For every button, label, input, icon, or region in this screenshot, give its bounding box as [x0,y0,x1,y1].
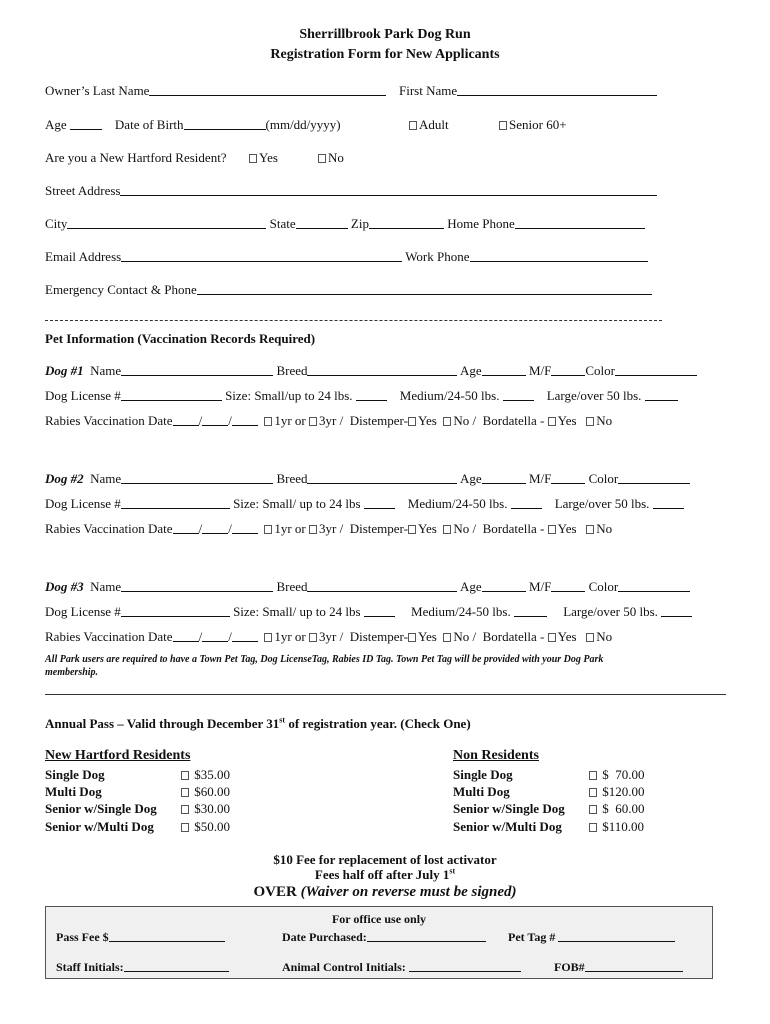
non-residents-row-2-checkbox[interactable] [589,805,597,814]
dog1-breed-label: Breed [276,363,308,378]
home-phone-label: Home Phone [447,216,515,231]
dog3-breed-field[interactable] [307,579,457,592]
dog2-label: Dog #2 [45,471,84,486]
dog3-3yr-checkbox[interactable] [309,633,317,642]
residents-row-3-label: Senior w/Multi Dog [45,819,154,834]
dog1-1yr-checkbox[interactable] [264,417,272,426]
dog3-small-field[interactable] [364,604,395,617]
dog1-distemper-no-checkbox[interactable] [443,417,451,426]
dog2-color-label: Color [588,471,619,486]
half-off-sup: st [449,866,456,876]
tag-notice [45,653,603,679]
dog3-rabies-dd[interactable] [202,629,228,642]
fob-field[interactable] [585,959,683,972]
non-residents-row-0-label: Single Dog [453,767,513,782]
animal-control-field[interactable] [409,959,521,972]
section-divider [45,320,662,321]
slash: / [339,521,344,536]
tag-notice-line1: All Park users are required to have a Town Pet Tag, Dog LicenseTag, Rabies ID Tag. Town Pet Tag will be provided with your Dog Park [45,654,604,665]
non-residents-row-3-price: $110.00 [602,819,645,834]
dog2-small-field[interactable] [364,496,395,509]
dog2-distemper-label: Distemper- [349,521,408,536]
residents-row-2-label: Senior w/Single Dog [45,801,157,816]
dog2-mf-label: M/F [528,471,552,486]
dog3-rabies-label: Rabies Vaccination Date [45,629,173,644]
dog2-breed-field[interactable] [307,471,457,484]
home-phone-field[interactable] [515,216,645,229]
owner-last-name-label: Owner’s Last Name [45,83,150,98]
non-residents-row-1-label: Multi Dog [453,784,510,799]
resident-no-checkbox[interactable] [318,154,326,163]
fob-label: FOB# [554,960,585,974]
adult-option [409,117,449,132]
non-residents-row-2-price: $ 60.00 [602,801,645,816]
dog1-medium-field[interactable] [503,388,534,401]
slash: / [228,629,232,644]
animal-control-label: Animal Control Initials: [282,960,406,974]
residents-row-1-label: Multi Dog [45,784,102,799]
dog3-bordatella-no-checkbox[interactable] [586,633,594,642]
city-field[interactable] [67,216,266,229]
age-label: Age [45,117,67,132]
resident-yes-checkbox[interactable] [249,154,257,163]
residents-title: New Hartford Residents [45,748,191,763]
dog3-size-label: Size: [233,604,260,619]
pass-fee-row [56,929,225,945]
city-row [45,216,645,231]
residents-row-2-price: $30.00 [194,801,230,816]
slash: / [228,521,232,536]
dog2-rabies-mm[interactable] [173,521,199,534]
dog3-label: Dog #3 [45,579,84,594]
dog3-1yr-checkbox[interactable] [264,633,272,642]
non-residents-row-3-label: Senior w/Multi Dog [453,819,562,834]
dog2-color-field[interactable] [618,471,690,484]
non-residents-row-3-checkbox[interactable] [589,823,597,832]
residents-row-3-option [181,819,230,834]
dog1-color-field[interactable] [615,363,697,376]
dog2-age-field[interactable] [482,471,526,484]
dog2-row3 [45,521,612,536]
dob-label: Date of Birth [114,117,184,132]
dog1-mf-label: M/F [528,363,552,378]
dog3-row3 [45,629,612,644]
dog2-row2 [45,496,684,511]
dog2-distemper-no-checkbox[interactable] [443,525,451,534]
yes-label: Yes [557,413,577,428]
yes-label: Yes [557,521,577,536]
dog3-rabies-yy[interactable] [232,629,258,642]
emergency-row [45,282,652,297]
office-use-box [45,906,713,979]
resident-no [318,150,344,165]
resident-yes [249,150,278,165]
no-label: No [596,521,613,536]
owner-last-name-row [45,83,386,98]
dog2-breed-label: Breed [276,471,308,486]
slash: / [472,521,477,536]
non-residents-row-2-label: Senior w/Single Dog [453,801,565,816]
dog1-3yr-checkbox[interactable] [309,417,317,426]
dog3-license-label: Dog License # [45,604,121,619]
pet-tag-field[interactable] [558,929,675,942]
dog1-row1 [45,363,697,378]
dog1-rabies-dd[interactable] [202,413,228,426]
non-residents-row-0-checkbox[interactable] [589,771,597,780]
resident-label: Are you a New Hartford Resident? [45,150,227,165]
senior-label: Senior 60+ [509,117,567,132]
dog3-small-label: Small/ up to 24 lbs [262,604,361,619]
tag-notice-line2: membership. [45,667,99,678]
pet-tag-row [508,929,675,945]
fob-row [554,959,683,975]
dog3-1yr-label: 1yr or [274,629,306,644]
residents-row-0-option [181,767,230,782]
dog1-color-label: Color [585,363,615,378]
dog3-name-label: Name [90,579,122,594]
section-rule [45,694,726,695]
dog1-license-label: Dog License # [45,388,121,403]
dog1-bordatella-no-checkbox[interactable] [586,417,594,426]
dog1-breed-field[interactable] [307,363,457,376]
city-label: City [45,216,68,231]
dog2-large-field[interactable] [653,496,684,509]
dog2-row1 [45,471,690,486]
residents-row-1-price: $60.00 [194,784,230,799]
state-field[interactable] [296,216,348,229]
dog1-1yr-label: 1yr or [274,413,306,428]
dog1-name-field[interactable] [121,363,273,376]
pet-tag-label: Pet Tag # [508,930,556,944]
dog3-name-field[interactable] [121,579,273,592]
slash: / [228,413,232,428]
adult-checkbox[interactable] [409,121,417,130]
over-note [0,884,770,901]
dog1-bordatella-label: Bordatella - [482,413,545,428]
annual-pass-heading-text: Annual Pass – Valid through December 31 [45,716,280,731]
dog1-large-field[interactable] [645,388,678,401]
first-name-label: First Name [399,83,458,98]
dob-format: (mm/dd/yyyy) [265,117,341,132]
dog2-medium-label: Medium/24-50 lbs. [407,496,508,511]
no-label: No [596,413,613,428]
annual-pass-heading-text2: of registration year. (Check One) [285,716,471,731]
work-phone-field[interactable] [470,249,648,262]
dog3-breed-label: Breed [276,579,308,594]
dog1-distemper-yes-checkbox[interactable] [408,417,416,426]
dog2-age-label: Age [460,471,482,486]
email-label: Email Address [45,249,122,264]
senior-option [499,117,567,132]
dog2-rabies-label: Rabies Vaccination Date [45,521,173,536]
dog2-rabies-yy[interactable] [232,521,258,534]
dog2-large-label: Large/over 50 lbs. [554,496,650,511]
form-subtitle: Registration Form for New Applicants [270,47,500,62]
non-residents-row-1-checkbox[interactable] [589,788,597,797]
resident-question [45,150,227,165]
dob-field[interactable] [184,117,266,130]
dog3-medium-label: Medium/24-50 lbs. [411,604,511,619]
dog2-small-label: Small/ up to 24 lbs [262,496,361,511]
dog3-row1 [45,579,690,594]
slash: / [198,521,203,536]
staff-initials-label: Staff Initials: [56,960,124,974]
senior-checkbox[interactable] [499,121,507,130]
dog3-medium-field[interactable] [514,604,547,617]
street-label: Street Address [45,183,121,198]
dog1-age-label: Age [460,363,482,378]
age-dob-row [45,117,341,132]
dog1-license-field[interactable] [121,388,222,401]
replacement-fee: $10 Fee for replacement of lost activator [273,852,497,867]
resident-yes-label: Yes [259,150,278,165]
residents-row-2-option [181,801,230,816]
emergency-field[interactable] [197,282,652,295]
dog2-bordatella-label: Bordatella - [482,521,545,536]
non-residents-title: Non Residents [453,748,539,763]
slash: / [472,629,477,644]
pass-fee-field[interactable] [109,929,225,942]
owner-last-name-field[interactable] [149,83,386,96]
no-label: No [453,521,470,536]
pet-info-heading: Pet Information (Vaccination Records Required) [45,331,316,346]
non-residents-row-0-price: $ 70.00 [602,767,645,782]
non-residents-row-1-price: $120.00 [602,784,645,799]
residents-row-0-label: Single Dog [45,767,105,782]
age-field[interactable] [70,117,102,130]
dog3-distemper-label: Distemper- [349,629,408,644]
date-purchased-row [282,929,486,945]
half-off-note [0,867,770,883]
adult-label: Adult [419,117,449,132]
non-residents-row-3-option [589,819,644,834]
state-label: State [269,216,296,231]
form-title: Sherrillbrook Park Dog Run [299,27,471,42]
email-row [45,249,648,264]
yes-label: Yes [417,629,437,644]
dog2-license-field[interactable] [121,496,230,509]
dog3-bordatella-label: Bordatella - [482,629,545,644]
dog2-license-label: Dog License # [45,496,121,511]
dog3-color-label: Color [588,579,619,594]
dog1-bordatella-yes-checkbox[interactable] [548,417,556,426]
dog1-large-label: Large/over 50 lbs. [546,388,642,403]
dog1-rabies-mm[interactable] [173,413,199,426]
dog1-row3 [45,413,612,428]
dog3-age-label: Age [460,579,482,594]
dog1-size-label: Size: [225,388,252,403]
emergency-label: Emergency Contact & Phone [45,282,197,297]
date-purchased-label: Date Purchased: [282,930,367,944]
dog1-rabies-label: Rabies Vaccination Date [45,413,173,428]
dog1-distemper-label: Distemper- [349,413,408,428]
animal-control-row [282,959,521,975]
no-label: No [596,629,613,644]
zip-field[interactable] [369,216,444,229]
non-residents-row-1-option [589,784,645,799]
date-purchased-field[interactable] [367,929,486,942]
waiver-note: (Waiver on reverse must be signed) [300,884,517,900]
dog3-bordatella-yes-checkbox[interactable] [548,633,556,642]
dog3-mf-field[interactable] [551,579,585,592]
residents-row-1-checkbox[interactable] [181,788,189,797]
non-residents-row-2-option [589,801,645,816]
residents-row-3-checkbox[interactable] [181,823,189,832]
dog1-name-label: Name [90,363,122,378]
dog1-medium-label: Medium/24-50 lbs. [399,388,500,403]
yes-label: Yes [417,413,437,428]
dog1-row2 [45,388,678,403]
dog3-distemper-yes-checkbox[interactable] [408,633,416,642]
first-name-row [399,83,657,98]
no-label: No [453,413,470,428]
over-text: OVER [253,884,301,900]
dog3-rabies-mm[interactable] [173,629,199,642]
residents-row-1-option [181,784,230,799]
dog3-large-field[interactable] [661,604,692,617]
dog3-3yr-label: 3yr [318,629,337,644]
street-row [45,183,657,198]
first-name-field[interactable] [457,83,657,96]
dog3-mf-label: M/F [528,579,552,594]
yes-label: Yes [557,629,577,644]
yes-label: Yes [417,521,437,536]
email-field[interactable] [121,249,402,262]
staff-initials-row [56,959,229,975]
dog2-name-label: Name [90,471,122,486]
dog3-color-field[interactable] [618,579,690,592]
slash: / [198,413,203,428]
dog1-small-label: Small/up to 24 lbs. [254,388,353,403]
slash: / [472,413,477,428]
dog3-row2 [45,604,692,619]
dog2-3yr-label: 3yr [318,521,337,536]
dog3-age-field[interactable] [482,579,526,592]
dog3-large-label: Large/over 50 lbs. [563,604,658,619]
residents-row-3-price: $50.00 [194,819,230,834]
residents-row-0-checkbox[interactable] [181,771,189,780]
resident-no-label: No [328,150,344,165]
dog2-3yr-checkbox[interactable] [309,525,317,534]
street-field[interactable] [120,183,657,196]
dog1-3yr-label: 3yr [318,413,337,428]
annual-pass-sup: st [279,715,286,725]
dog2-1yr-checkbox[interactable] [264,525,272,534]
slash: / [198,629,203,644]
slash: / [339,413,344,428]
dog2-name-field[interactable] [121,471,273,484]
dog2-distemper-yes-checkbox[interactable] [408,525,416,534]
residents-row-2-checkbox[interactable] [181,805,189,814]
dog3-license-field[interactable] [121,604,230,617]
dog1-small-field[interactable] [356,388,387,401]
work-phone-label: Work Phone [405,249,470,264]
dog1-mf-field[interactable] [551,363,585,376]
annual-pass-heading [45,716,471,731]
non-residents-row-0-option [589,767,645,782]
dog2-1yr-label: 1yr or [274,521,306,536]
dog2-mf-field[interactable] [551,471,585,484]
dog2-bordatella-no-checkbox[interactable] [586,525,594,534]
dog1-age-field[interactable] [482,363,526,376]
pass-fee-label: Pass Fee $ [56,930,109,944]
slash: / [339,629,344,644]
zip-label: Zip [350,216,369,231]
dog2-medium-field[interactable] [511,496,542,509]
staff-initials-field[interactable] [124,959,229,972]
half-off-text: Fees half off after July 1 [314,867,450,882]
office-title: For office use only [331,912,427,926]
dog2-bordatella-yes-checkbox[interactable] [548,525,556,534]
dog1-rabies-yy[interactable] [232,413,258,426]
dog1-label: Dog #1 [45,363,84,378]
no-label: No [453,629,470,644]
residents-row-0-price: $35.00 [194,767,230,782]
dog2-rabies-dd[interactable] [202,521,228,534]
dog3-distemper-no-checkbox[interactable] [443,633,451,642]
dog2-size-label: Size: [233,496,260,511]
